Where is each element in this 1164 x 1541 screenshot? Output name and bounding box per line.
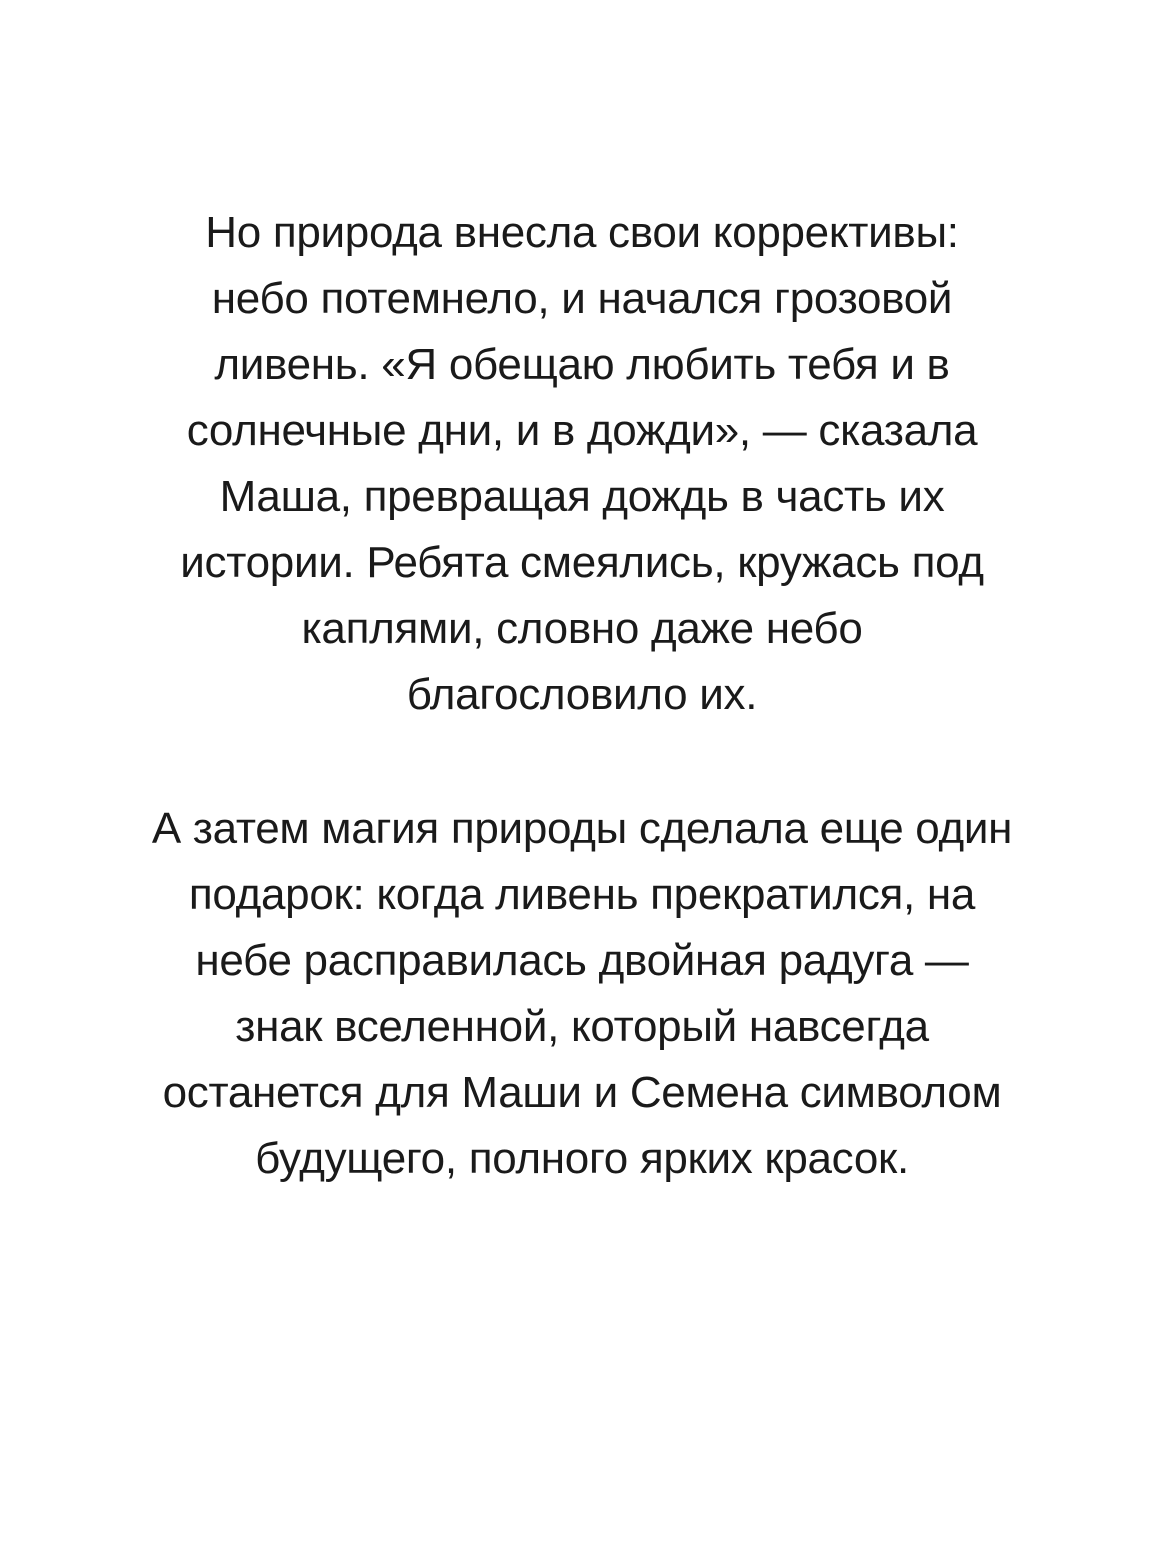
paragraph-line: А затем магия природы сделала еще один: [151, 804, 1013, 853]
paragraph-2: [60, 796, 1104, 1192]
paragraph-line: небо потемнело, и начался грозовой: [211, 274, 953, 323]
paragraph-line: истории. Ребята смеялись, кружась под: [180, 538, 984, 587]
paragraph-line: ливень. «Я обещаю любить тебя и в: [214, 340, 950, 389]
paragraph-line: Маша, превращая дождь в часть их: [219, 472, 945, 521]
paragraph-line: будущего, полного ярких красок.: [255, 1134, 909, 1183]
paragraph-line: подарок: когда ливень прекратился, на: [188, 870, 976, 919]
paragraph-line: небе расправилась двойная радуга —: [195, 936, 969, 985]
paragraph-1: [60, 200, 1104, 728]
paragraph-line: знак вселенной, который навсегда: [235, 1002, 929, 1051]
paragraph-line: Но природа внесла свои коррективы:: [205, 208, 959, 257]
paragraph-line: благословило их.: [406, 670, 758, 719]
paragraph-line: останется для Маши и Семена символом: [162, 1068, 1002, 1117]
paragraph-line: каплями, словно даже небо: [301, 604, 863, 653]
paragraph-line: солнечные дни, и в дожди», — сказала: [186, 406, 978, 455]
